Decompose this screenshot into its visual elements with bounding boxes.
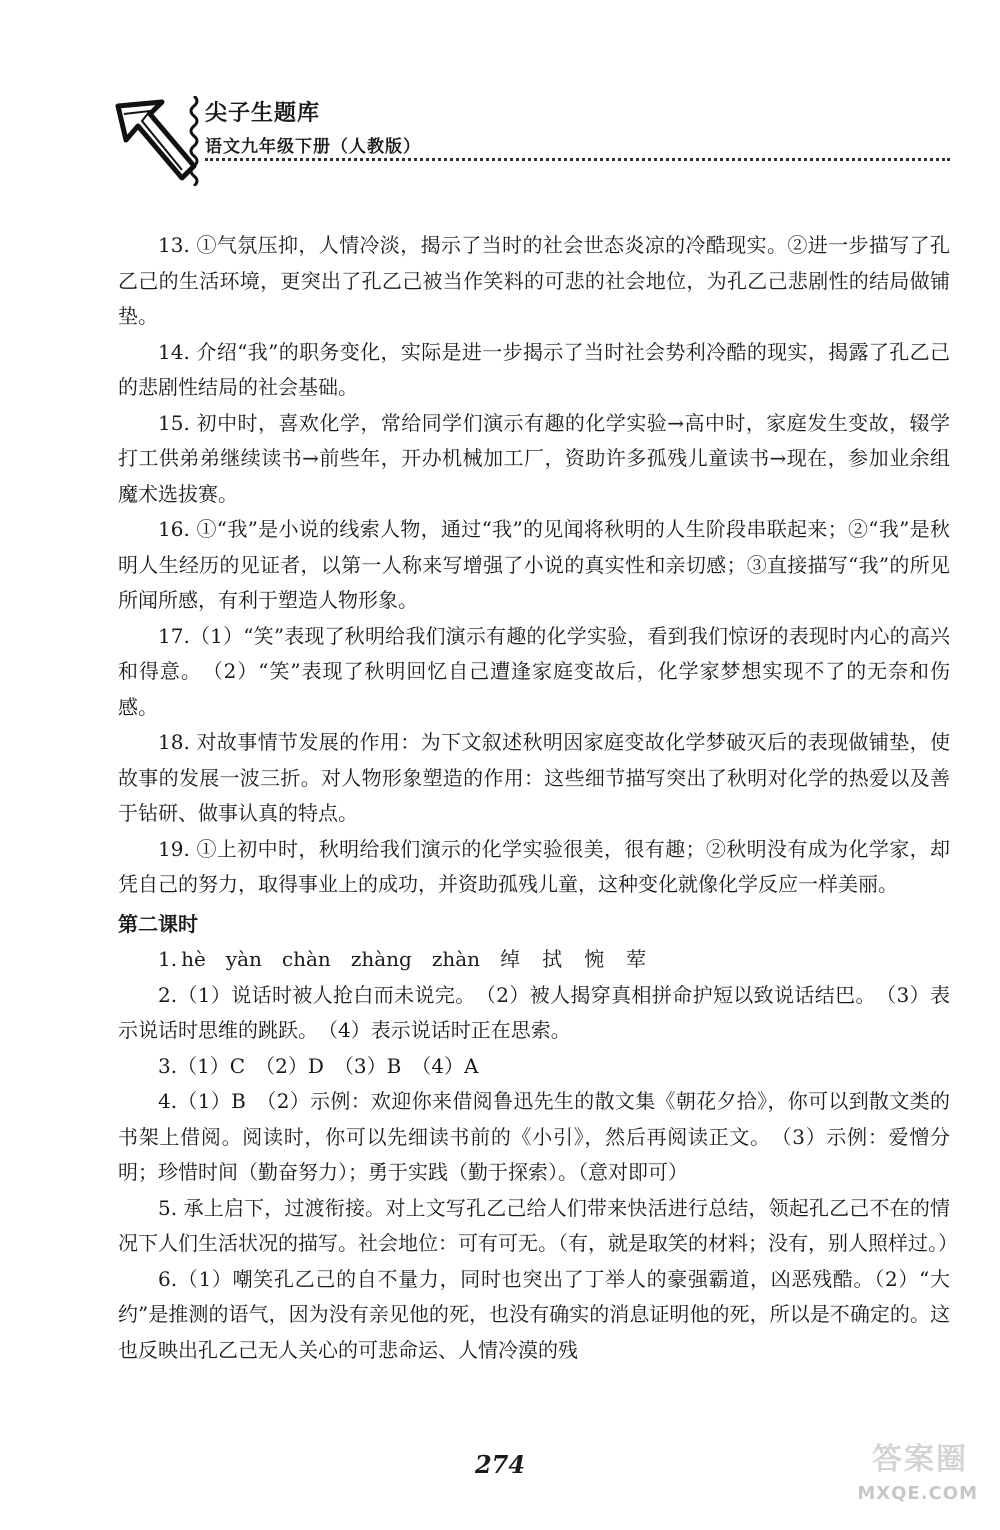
character-item: 惋 — [584, 947, 605, 971]
answer-paragraph: 19. ①上初中时，秋明给我们演示的化学实验很美，很有趣；②秋明没有成为化学家，却凭自己的努力，取得事业上的成功，并资助孤残儿童，这种变化就像化学反应一样美丽。 — [118, 836, 950, 896]
pinyin-item: zhàn — [431, 947, 481, 971]
answer-paragraph: 13. ①气氛压抑，人情冷淡，揭示了当时的社会世态炎凉的冷酷现实。②进一步描写了孔乙己的生活环境，更突出了孔乙己被当作笑料的可悲的社会地位，为孔乙己悲剧性的结局做铺垫。 — [118, 233, 950, 328]
answer-paragraph: 18. 对故事情节发展的作用：为下文叙述秋明因家庭变故化学梦破灭后的表现做铺垫，使故事的发展一波三折。对人物形象塑造的作用：这些细节描写突出了秋明对化学的热爱以及善于钻研、做事认真的特点。 — [118, 730, 950, 825]
page-number: 274 — [474, 1450, 526, 1479]
pinyin-item: hè — [181, 947, 206, 971]
pinyin-answer-row — [118, 942, 950, 978]
arrow-icon — [110, 88, 200, 188]
answer-paragraph: 4.（1）B （2）示例：欢迎你来借阅鲁迅先生的散文集《朝花夕拾》，你可以到散文类的书架上借阅。阅读时，你可以先细读书前的《小引》，然后再阅读正文。 （3）示例：爱憎分明；珍惜时间（勤奋努力）；勇于实践（勤于探索）。（意对即可） — [118, 1089, 950, 1184]
character-item: 绰 — [500, 947, 521, 971]
answer-paragraph: 3.（1）C （2）D （3）B （4）A — [158, 1053, 479, 1078]
section-title: 第二课时 — [118, 911, 198, 936]
header-dotted-rule — [205, 158, 950, 161]
answer-paragraph: 17.（1）“笑”表现了秋明给我们演示有趣的化学实验，看到我们惊讶的表现时内心的高兴和得意。 （2）“笑”表现了秋明回忆自己遭逢家庭变故后，化学家梦想实现不了的无奈和伤感。 — [118, 623, 950, 719]
answer-paragraph: 14. 介绍“我”的职务变化，实际是进一步揭示了当时社会势利冷酷的现实，揭露了孔乙己的悲剧性结局的社会基础。 — [118, 339, 950, 399]
question-number: 1. — [158, 947, 178, 971]
character-item: 荤 — [626, 947, 647, 971]
page-header — [110, 88, 950, 188]
wavy-divider-icon — [188, 96, 200, 186]
pinyin-item: chàn — [281, 947, 331, 971]
book-title: 语文九年级下册（人教版） — [205, 137, 421, 157]
answer-paragraph: 16. ①“我”是小说的线索人物，通过“我”的见闻将秋明的人生阶段串联起来；②“我”是秋明人生经历的见证者，以第一人称来写增强了小说的真实性和亲切感；③直接描写“我”的所见所闻所感，有利于塑造人物形象。 — [118, 517, 950, 612]
pinyin-item: zhàng — [350, 947, 412, 971]
watermark-url: MXQE.COM — [857, 1483, 978, 1504]
answer-paragraph: 15. 初中时，喜欢化学，常给同学们演示有趣的化学实验→高中时，家庭发生变故，辍学打工供弟弟继续读书→前些年，开办机械加工厂，资助许多孤残儿童读书→现在，参加业余组魔术选拔赛。 — [118, 410, 950, 506]
series-title: 尖子生题库 — [205, 101, 321, 126]
character-item: 拭 — [542, 947, 563, 971]
pinyin-item: yàn — [225, 947, 262, 971]
watermark — [840, 1444, 990, 1518]
answer-paragraph: 5. 承上启下，过渡衔接。对上文写孔乙己给人们带来快活进行总结，领起孔乙己不在的情况下人们生活状况的描写。社会地位：可有可无。（有，就是取笑的材料；没有，别人照样过。） — [118, 1195, 958, 1255]
answer-paragraph: 2.（1）说话时被人抢白而未说完。 （2）被人揭穿真相拼命护短以致说话结巴。 （3）表示说话时思维的跳跃。 （4）表示说话时正在思索。 — [118, 982, 950, 1042]
watermark-logo: 答案圈 — [872, 1442, 968, 1477]
answer-paragraph: 6.（1）嘲笑孔乙己的自不量力，同时也突出了丁举人的豪强霸道，凶恶残酷。（2）“大约”是推测的语气，因为没有亲见他的死，也没有确实的消息证明他的死，所以是不确定的。这也反映出孔乙己无人关心的可悲命运、人情冷漠的残 — [118, 1266, 950, 1362]
answer-content — [118, 228, 958, 1368]
